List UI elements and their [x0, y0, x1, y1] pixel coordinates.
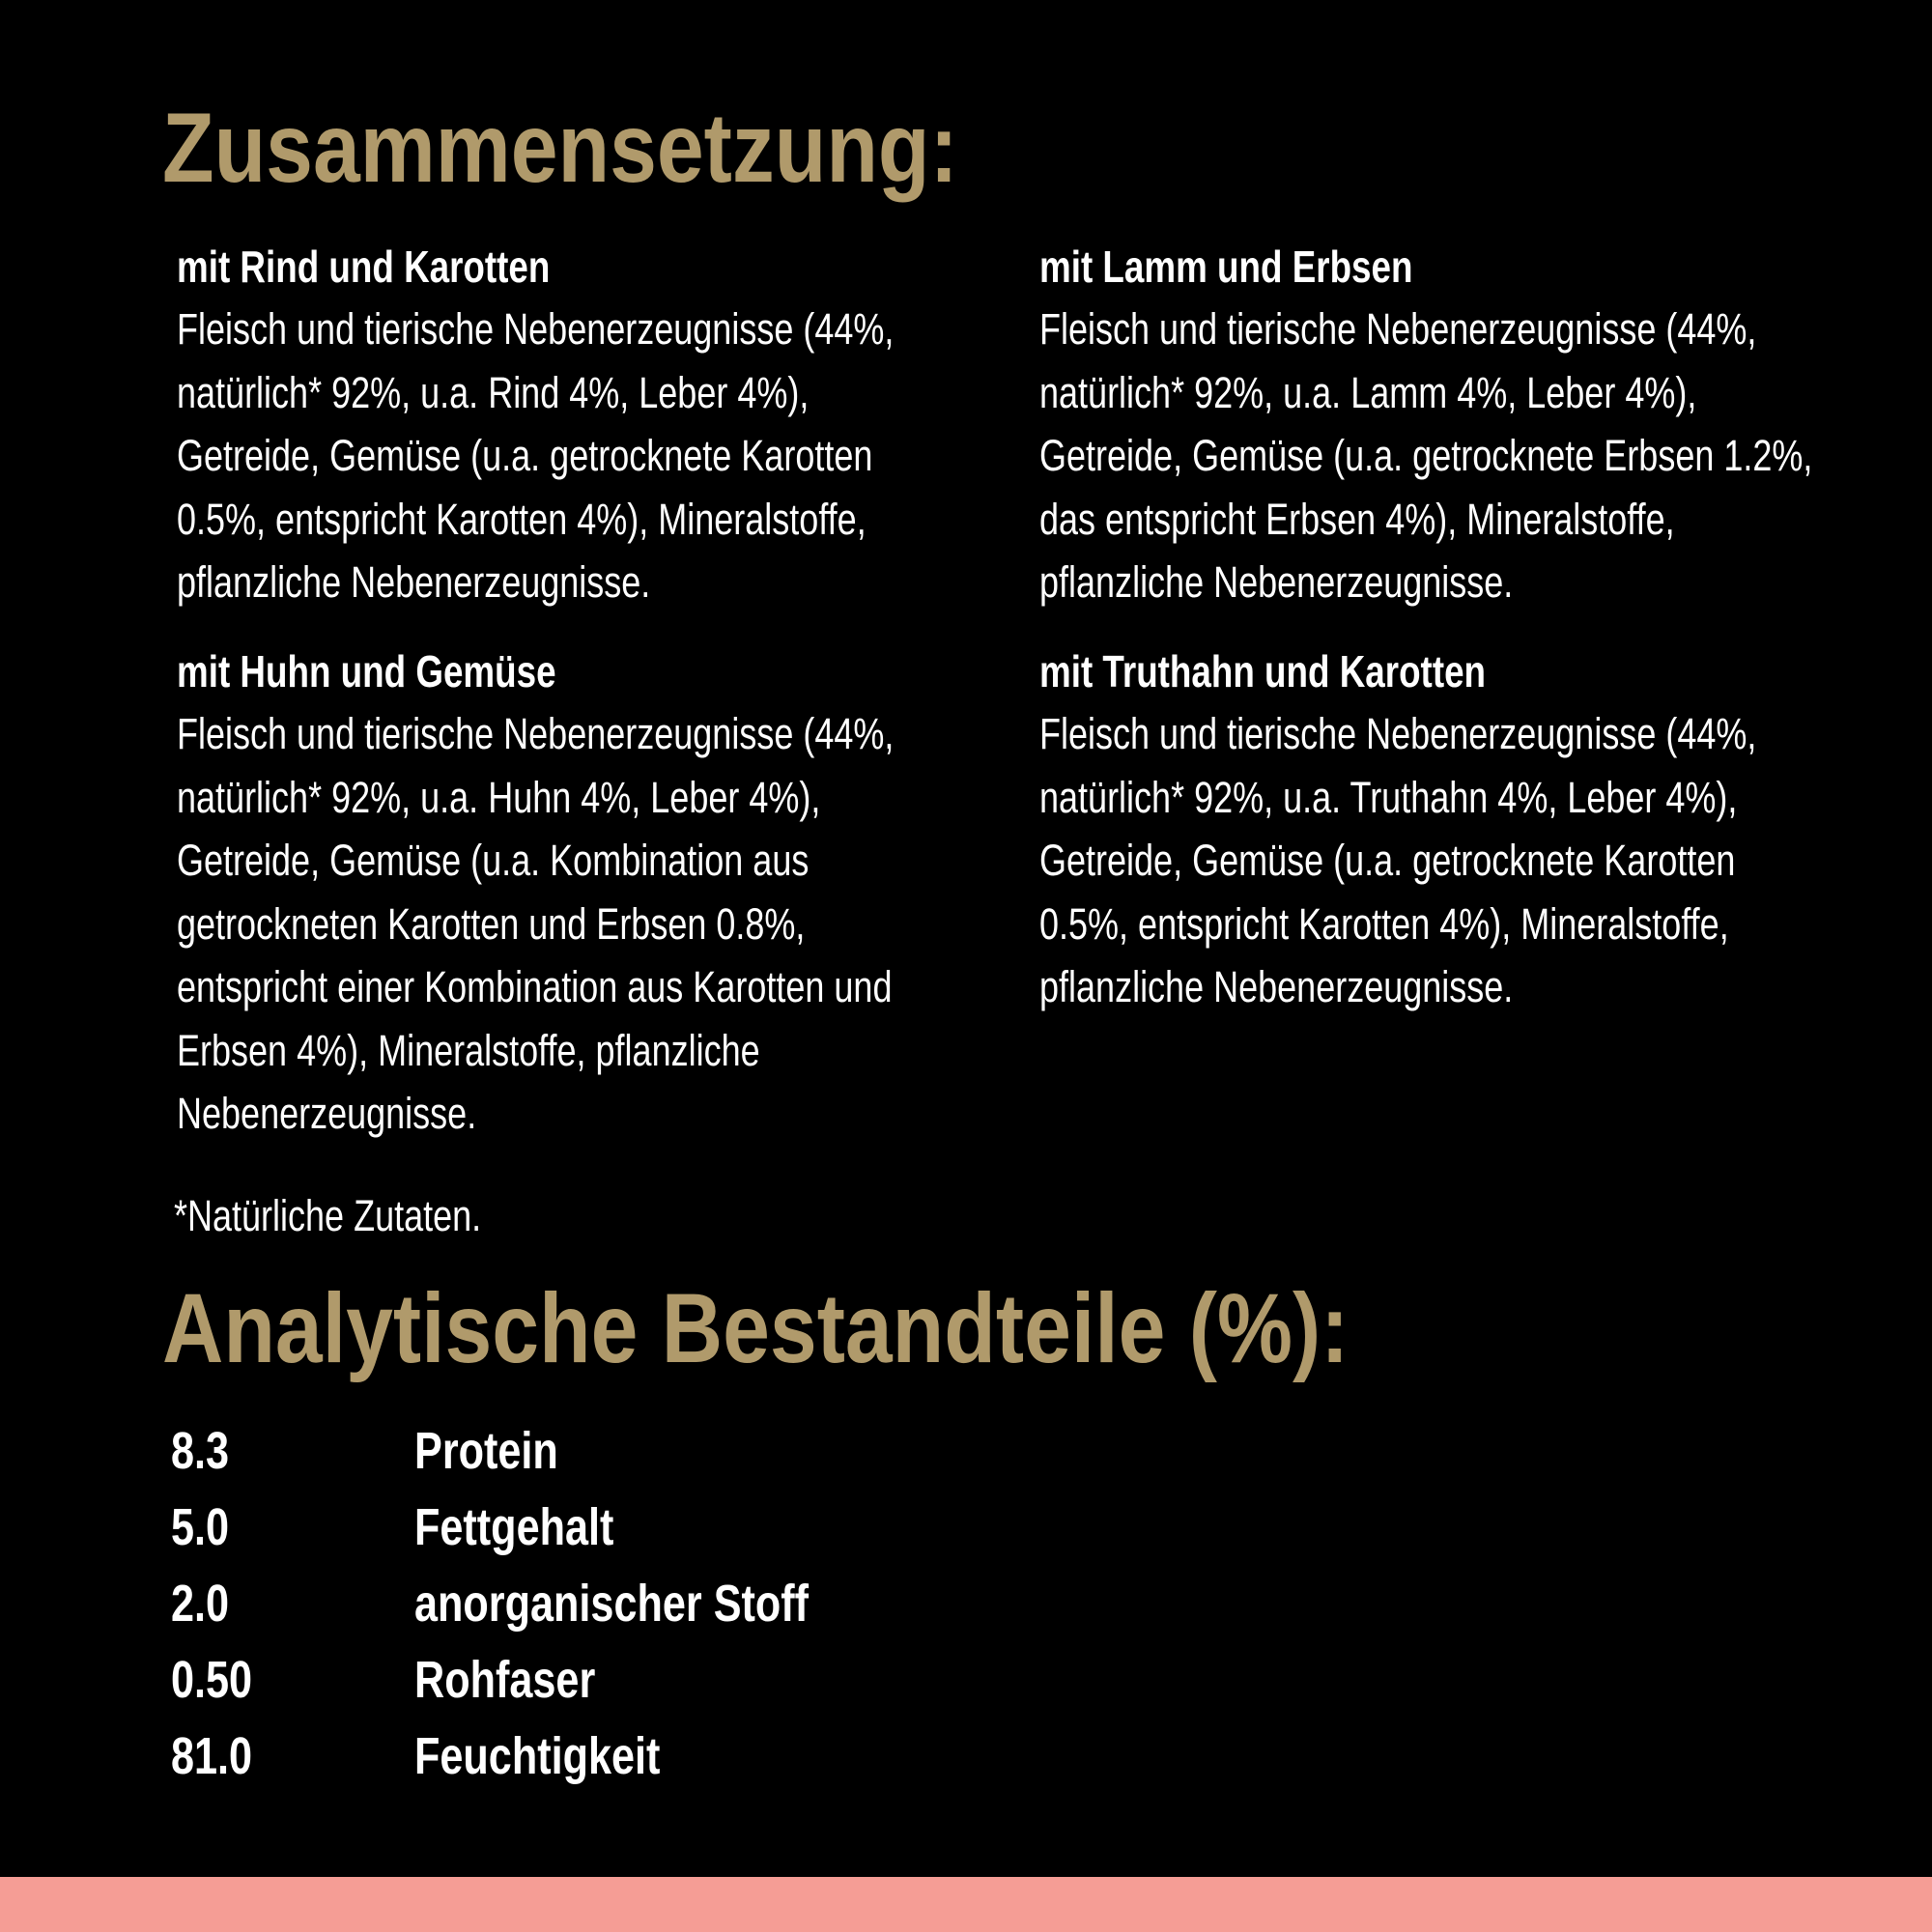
recipe-ingredients — [177, 702, 895, 1146]
analytics-value: 8.3 — [171, 1422, 230, 1480]
ingredient-line: Nebenerzeugnisse. — [177, 1089, 477, 1138]
analytics-value: 81.0 — [171, 1727, 253, 1785]
analytics-row-protein — [171, 1416, 1040, 1492]
ingredient-line: 0.5%, entspricht Karotten 4%), Mineralstoffe, — [1039, 898, 1729, 949]
recipe-title: mit Huhn und Gemüse — [177, 646, 556, 696]
analytics-heading: Analytische Bestandteile (%): — [162, 1273, 1350, 1383]
recipe-ingredients — [1039, 298, 1813, 614]
ingredient-line: Getreide, Gemüse (u.a. Kombination aus — [177, 836, 810, 885]
analytics-label: Rohfaser — [414, 1651, 596, 1709]
ingredient-line: natürlich* 92%, u.a. Huhn 4%, Leber 4%), — [177, 772, 821, 822]
ingredient-line: natürlich* 92%, u.a. Rind 4%, Leber 4%), — [177, 367, 810, 417]
ingredient-line: Fleisch und tierische Nebenerzeugnisse (44%, — [1039, 304, 1757, 354]
ingredient-line: Erbsen 4%), Mineralstoffe, pflanzliche — [177, 1025, 760, 1075]
ingredient-line: Getreide, Gemüse (u.a. getrocknete Karotten — [177, 431, 873, 480]
analytics-row-ash — [171, 1569, 1040, 1645]
analytics-row-fat — [171, 1492, 1040, 1569]
ingredient-line: Fleisch und tierische Nebenerzeugnisse (44%, — [1039, 709, 1757, 758]
ingredient-line: Getreide, Gemüse (u.a. getrocknete Karotten — [1039, 836, 1736, 885]
recipe-title: mit Rind und Karotten — [177, 242, 551, 292]
analytics-row-moisture — [171, 1721, 1040, 1798]
analytics-table — [171, 1416, 1040, 1798]
analytics-value: 0.50 — [171, 1651, 253, 1709]
analytics-row-fibre — [171, 1645, 1040, 1721]
ingredient-line: pflanzliche Nebenerzeugnisse. — [1039, 557, 1514, 607]
ingredient-line: entspricht einer Kombination aus Karotten und — [177, 962, 893, 1011]
ingredient-line: natürlich* 92%, u.a. Lamm 4%, Leber 4%), — [1039, 367, 1697, 417]
recipe-beef-carrots — [177, 240, 895, 614]
recipe-ingredients — [1039, 702, 1757, 1019]
recipe-ingredients — [177, 298, 895, 614]
analytics-label: Protein — [414, 1422, 558, 1480]
ingredient-line: Fleisch und tierische Nebenerzeugnisse (44%, — [177, 709, 895, 758]
ingredient-line: natürlich* 92%, u.a. Truthahn 4%, Leber 4%), — [1039, 772, 1738, 822]
analytics-label: anorganischer Stoff — [414, 1575, 810, 1633]
analytics-value: 5.0 — [171, 1498, 230, 1556]
ingredient-line: Getreide, Gemüse (u.a. getrocknete Erbsen 1.2%, — [1039, 431, 1813, 480]
recipe-turkey-carrots — [1039, 644, 1757, 1019]
ingredient-line: pflanzliche Nebenerzeugnisse. — [177, 557, 651, 607]
bottom-color-band — [0, 1877, 1932, 1932]
recipe-title: mit Lamm und Erbsen — [1039, 242, 1413, 292]
ingredient-line: Fleisch und tierische Nebenerzeugnisse (44%, — [177, 304, 895, 354]
natural-ingredients-footnote: *Natürliche Zutaten. — [174, 1191, 482, 1240]
recipe-lamb-peas — [1039, 240, 1813, 614]
analytics-label: Feuchtigkeit — [414, 1727, 661, 1785]
recipe-chicken-vegetables — [177, 644, 895, 1146]
ingredient-line: pflanzliche Nebenerzeugnisse. — [1039, 962, 1514, 1011]
ingredient-line: 0.5%, entspricht Karotten 4%), Mineralstoffe, — [177, 494, 867, 544]
analytics-value: 2.0 — [171, 1575, 230, 1633]
recipe-title: mit Truthahn und Karotten — [1039, 646, 1487, 696]
analytics-label: Fettgehalt — [414, 1498, 614, 1556]
ingredient-line: getrockneten Karotten und Erbsen 0.8%, — [177, 898, 806, 949]
composition-heading: Zusammensetzung: — [162, 93, 958, 203]
ingredient-line: das entspricht Erbsen 4%), Mineralstoffe, — [1039, 494, 1675, 544]
